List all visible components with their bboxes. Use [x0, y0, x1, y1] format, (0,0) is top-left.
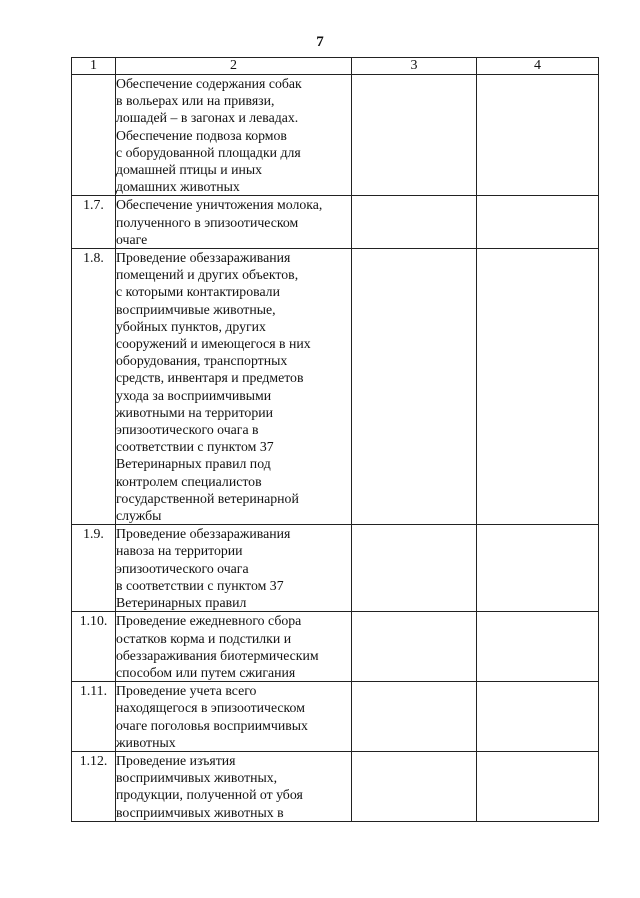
row-col-4 — [477, 525, 599, 612]
table-row — [72, 249, 599, 525]
row-text: Проведение изъятия восприимчивых животных, продукции, полученной от убоя восприимчивых животных в — [116, 751, 352, 821]
measures-table — [71, 57, 599, 822]
row-number: 1.12. — [72, 751, 116, 821]
row-number: 1.7. — [72, 196, 116, 249]
row-col-3 — [352, 612, 477, 682]
row-col-3 — [352, 751, 477, 821]
row-text: Обеспечение уничтожения молока, полученного в эпизоотическом очаге — [116, 196, 352, 249]
row-number: 1.11. — [72, 682, 116, 752]
header-col-2: 2 — [116, 58, 352, 75]
row-number — [72, 75, 116, 196]
row-col-4 — [477, 612, 599, 682]
row-text: Проведение обеззараживания навоза на территории эпизоотического очага в соответствии с пунктом 37 Ветеринарных правил — [116, 525, 352, 612]
table-header-row — [72, 58, 599, 75]
row-col-3 — [352, 249, 477, 525]
row-col-3 — [352, 75, 477, 196]
row-text: Обеспечение содержания собак в вольерах или на привязи, лошадей – в загонах и левадах. Обеспечение подвоза кормов с оборудованной площадки для домашней птицы и иных домашних животных — [116, 75, 352, 196]
table-row — [72, 682, 599, 752]
row-number: 1.8. — [72, 249, 116, 525]
row-col-4 — [477, 682, 599, 752]
table-row — [72, 751, 599, 821]
row-col-4 — [477, 751, 599, 821]
row-text: Проведение обеззараживания помещений и других объектов, с которыми контактировали восприимчивые животные, убойных пунктов, других сооружений и имеющегося в них оборудования, транспортных средств, инвентаря и предметов ухода за восприимчивыми животными на территории эпизоотического очага в соответствии с пунктом 37 Ветеринарных правил под контролем специалистов государственной ветеринарной службы — [116, 249, 352, 525]
row-col-4 — [477, 249, 599, 525]
row-text: Проведение учета всего находящегося в эпизоотическом очаге поголовья восприимчивых животных — [116, 682, 352, 752]
table-row — [72, 612, 599, 682]
row-col-4 — [477, 75, 599, 196]
row-col-3 — [352, 525, 477, 612]
row-col-3 — [352, 196, 477, 249]
row-number: 1.10. — [72, 612, 116, 682]
header-col-1: 1 — [72, 58, 116, 75]
page-number: 7 — [316, 34, 324, 50]
row-col-3 — [352, 682, 477, 752]
row-text: Проведение ежедневного сбора остатков корма и подстилки и обеззараживания биотермическим способом или путем сжигания — [116, 612, 352, 682]
header-col-3: 3 — [352, 58, 477, 75]
table-row — [72, 525, 599, 612]
row-number: 1.9. — [72, 525, 116, 612]
header-col-4: 4 — [477, 58, 599, 75]
table-row — [72, 196, 599, 249]
table-row — [72, 75, 599, 196]
row-col-4 — [477, 196, 599, 249]
